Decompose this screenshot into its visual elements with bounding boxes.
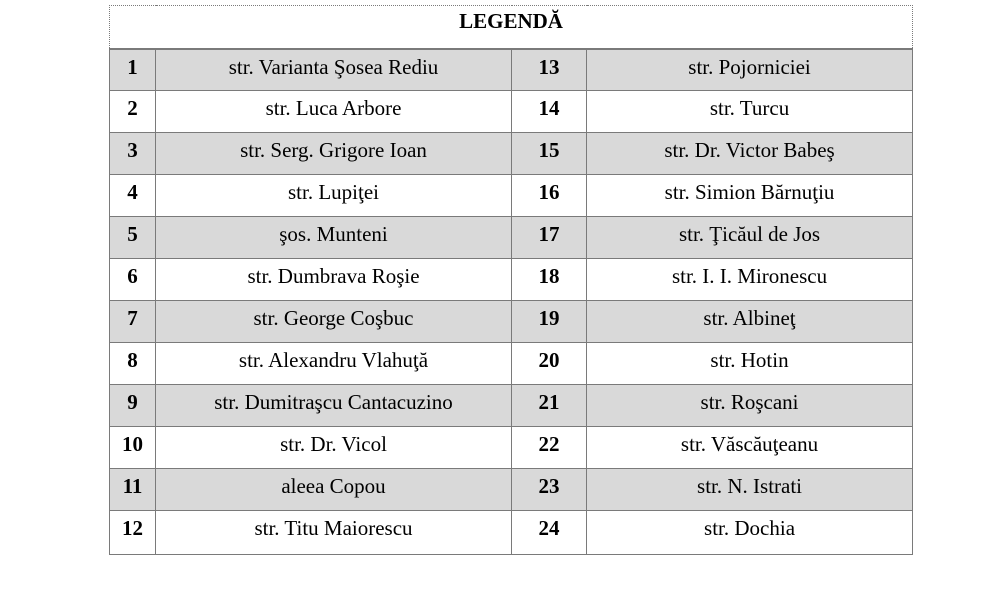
street-name-right: str. Văscăuţeanu — [587, 427, 913, 469]
table-row — [110, 511, 913, 555]
street-name-right: str. Pojorniciei — [587, 49, 913, 91]
street-name-right: str. Albineţ — [587, 301, 913, 343]
row-number-left: 9 — [110, 385, 156, 427]
table-row — [110, 343, 913, 385]
street-name-left: str. Lupiţei — [156, 175, 512, 217]
row-number-left: 8 — [110, 343, 156, 385]
row-number-right: 16 — [512, 175, 587, 217]
street-name-left: str. Serg. Grigore Ioan — [156, 133, 512, 175]
table-row — [110, 301, 913, 343]
street-name-left: str. Luca Arbore — [156, 91, 512, 133]
street-name-right: str. Hotin — [587, 343, 913, 385]
row-number-right: 18 — [512, 259, 587, 301]
legend-table — [109, 5, 913, 555]
row-number-right: 19 — [512, 301, 587, 343]
table-row — [110, 385, 913, 427]
legend-title: LEGENDĂ — [110, 6, 913, 49]
table-row — [110, 469, 913, 511]
row-number-left: 2 — [110, 91, 156, 133]
row-number-left: 4 — [110, 175, 156, 217]
table-row — [110, 175, 913, 217]
row-number-right: 22 — [512, 427, 587, 469]
street-name-left: str. Dumbrava Roşie — [156, 259, 512, 301]
row-number-left: 6 — [110, 259, 156, 301]
row-number-right: 13 — [512, 49, 587, 91]
street-name-right: str. Turcu — [587, 91, 913, 133]
street-name-left: str. Alexandru Vlahuţă — [156, 343, 512, 385]
legend-title-row — [110, 6, 913, 49]
street-name-right: str. Ţicăul de Jos — [587, 217, 913, 259]
table-row — [110, 427, 913, 469]
street-name-left: str. Titu Maiorescu — [156, 511, 512, 555]
street-name-right: str. Dochia — [587, 511, 913, 555]
row-number-left: 12 — [110, 511, 156, 555]
row-number-left: 11 — [110, 469, 156, 511]
street-name-left: str. Dr. Vicol — [156, 427, 512, 469]
street-name-right: str. I. I. Mironescu — [587, 259, 913, 301]
row-number-left: 5 — [110, 217, 156, 259]
street-name-left: str. George Coşbuc — [156, 301, 512, 343]
table-row — [110, 133, 913, 175]
row-number-left: 1 — [110, 49, 156, 91]
table-row — [110, 91, 913, 133]
street-name-right: str. Simion Bărnuţiu — [587, 175, 913, 217]
street-name-left: str. Dumitraşcu Cantacuzino — [156, 385, 512, 427]
row-number-right: 17 — [512, 217, 587, 259]
row-number-left: 7 — [110, 301, 156, 343]
street-name-left: str. Varianta Şosea Rediu — [156, 49, 512, 91]
table-row — [110, 259, 913, 301]
table-row — [110, 49, 913, 91]
row-number-right: 23 — [512, 469, 587, 511]
row-number-right: 21 — [512, 385, 587, 427]
street-name-left: aleea Copou — [156, 469, 512, 511]
street-name-right: str. Roşcani — [587, 385, 913, 427]
row-number-right: 24 — [512, 511, 587, 555]
row-number-right: 14 — [512, 91, 587, 133]
street-name-right: str. Dr. Victor Babeş — [587, 133, 913, 175]
row-number-right: 20 — [512, 343, 587, 385]
street-name-left: şos. Munteni — [156, 217, 512, 259]
row-number-right: 15 — [512, 133, 587, 175]
table-row — [110, 217, 913, 259]
row-number-left: 10 — [110, 427, 156, 469]
row-number-left: 3 — [110, 133, 156, 175]
street-name-right: str. N. Istrati — [587, 469, 913, 511]
